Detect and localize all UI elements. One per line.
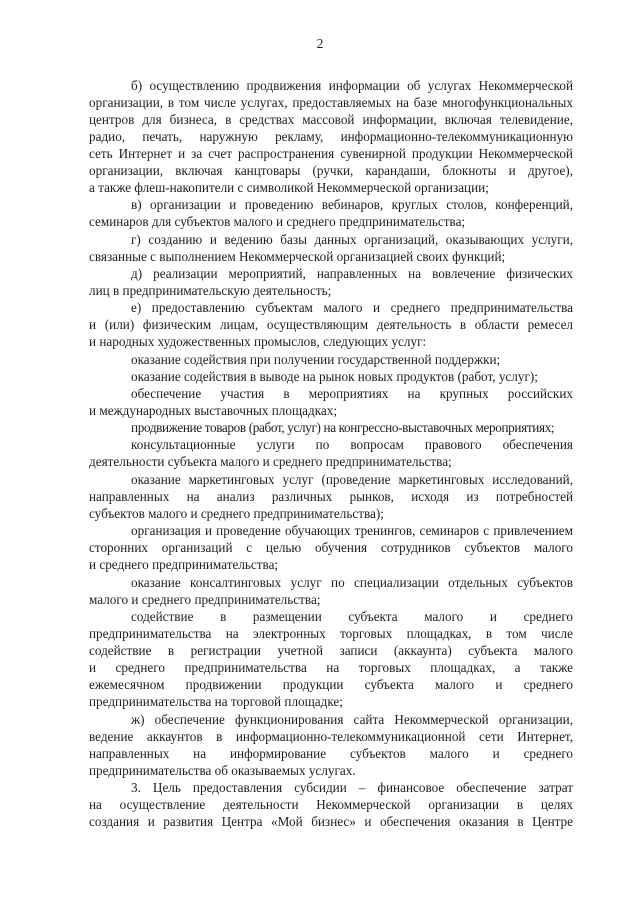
text-line: ж) обеспечение функционирования сайта Некоммерческой организации, <box>131 712 573 727</box>
text-line: радио, печать, наружную рекламу, информационно-телекоммуникационную <box>89 129 573 144</box>
text-line: оказание содействия при получении государственной поддержки; <box>131 352 501 367</box>
text-line: на осуществление деятельности Некоммерческой организации в целях <box>89 797 573 812</box>
text-line: ведение аккаунтов в информационно-телекоммуникационной сети Интернет, <box>89 729 573 744</box>
text-line: и (или) физическим лицам, осуществляющим деятельность в области ремесел <box>89 317 573 332</box>
text-line: создания и развития Центра «Мой бизнес» и обеспечения оказания в Центре <box>89 814 573 829</box>
text-line: сеть Интернет и за счет распространения сувенирной продукции Некоммерческой <box>89 146 573 161</box>
text-line: г) созданию и ведению базы данных организаций, оказывающих услуги, <box>131 232 573 247</box>
text-line: предпринимательства на торговой площадке; <box>89 694 343 709</box>
text-line: деятельности субъекта малого и среднего предпринимательства; <box>89 454 452 469</box>
text-line: организации, в том числе услугах, предоставляемых на базе многофункциональных <box>89 95 573 110</box>
text-line: а также флеш-накопители с символикой Некоммерческой организации; <box>89 180 489 195</box>
text-line: обеспечение участия в мероприятиях на крупных российских <box>131 386 573 401</box>
text-line: организации, включая канцтовары (ручки, карандаши, блокноты и другое), <box>89 163 573 178</box>
text-line: ежемесячном продвижении продукции субъекта малого и среднего <box>89 677 573 692</box>
page-number: 2 <box>316 36 324 51</box>
text-line: консультационные услуги по вопросам правового обеспечения <box>131 437 573 452</box>
text-line: предпринимательства об оказываемых услугах. <box>89 763 356 778</box>
text-line: сторонних организаций с целью обучения сотрудников субъектов малого <box>89 540 573 555</box>
text-line: направленных на информирование субъектов малого и среднего <box>89 746 573 761</box>
text-line: оказание консалтинговых услуг по специализации отдельных субъектов <box>131 575 573 590</box>
text-line: центров для бизнеса, в средствах массовой информации, включая телевидение, <box>89 112 573 127</box>
text-line: продвижение товаров (работ, услуг) на конгрессно-выставочных мероприятиях; <box>131 420 555 435</box>
text-line: семинаров для субъектов малого и среднего предпринимательства; <box>89 214 466 229</box>
text-line: содействие в размещении субъекта малого и среднего <box>131 609 573 624</box>
text-line: д) реализации мероприятий, направленных на вовлечение физических <box>131 266 573 281</box>
text-line: оказание содействия в выводе на рынок новых продуктов (работ, услуг); <box>131 369 538 384</box>
text-line: оказание маркетинговых услуг (проведение маркетинговых исследований, <box>131 472 573 487</box>
text-line: 3. Цель предоставления субсидии – финансовое обеспечение затрат <box>131 780 573 795</box>
text-line: субъектов малого и среднего предпринимательства); <box>89 506 384 521</box>
text-line: организация и проведение обучающих тренингов, семинаров с привлечением <box>131 523 573 538</box>
document-body <box>0 70 640 905</box>
text-line: и народных художественных промыслов, следующих услуг: <box>89 334 427 349</box>
text-line: е) предоставлению субъектам малого и среднего предпринимательства <box>131 300 573 315</box>
text-line: и среднего предпринимательства на торговых площадках, а также <box>89 660 573 675</box>
text-line: лиц в предпринимательскую деятельность; <box>89 283 332 298</box>
text-line: б) осуществлению продвижения информации об услугах Некоммерческой <box>131 78 573 93</box>
text-line: содействие в регистрации учетной записи (аккаунта) субъекта малого <box>89 643 573 658</box>
text-line: связанные с выполнением Некоммерческой организацией своих функций; <box>89 249 506 264</box>
text-line: и среднего предпринимательства; <box>89 557 279 572</box>
text-line: и международных выставочных площадках; <box>89 403 338 418</box>
text-line: направленных на анализ различных рынков, исходя из потребностей <box>89 489 573 504</box>
text-line: малого и среднего предпринимательства; <box>89 592 321 607</box>
text-line: предпринимательства на электронных торговых площадках, в том числе <box>89 626 573 641</box>
text-line: в) организации и проведению вебинаров, круглых столов, конференций, <box>131 197 573 212</box>
